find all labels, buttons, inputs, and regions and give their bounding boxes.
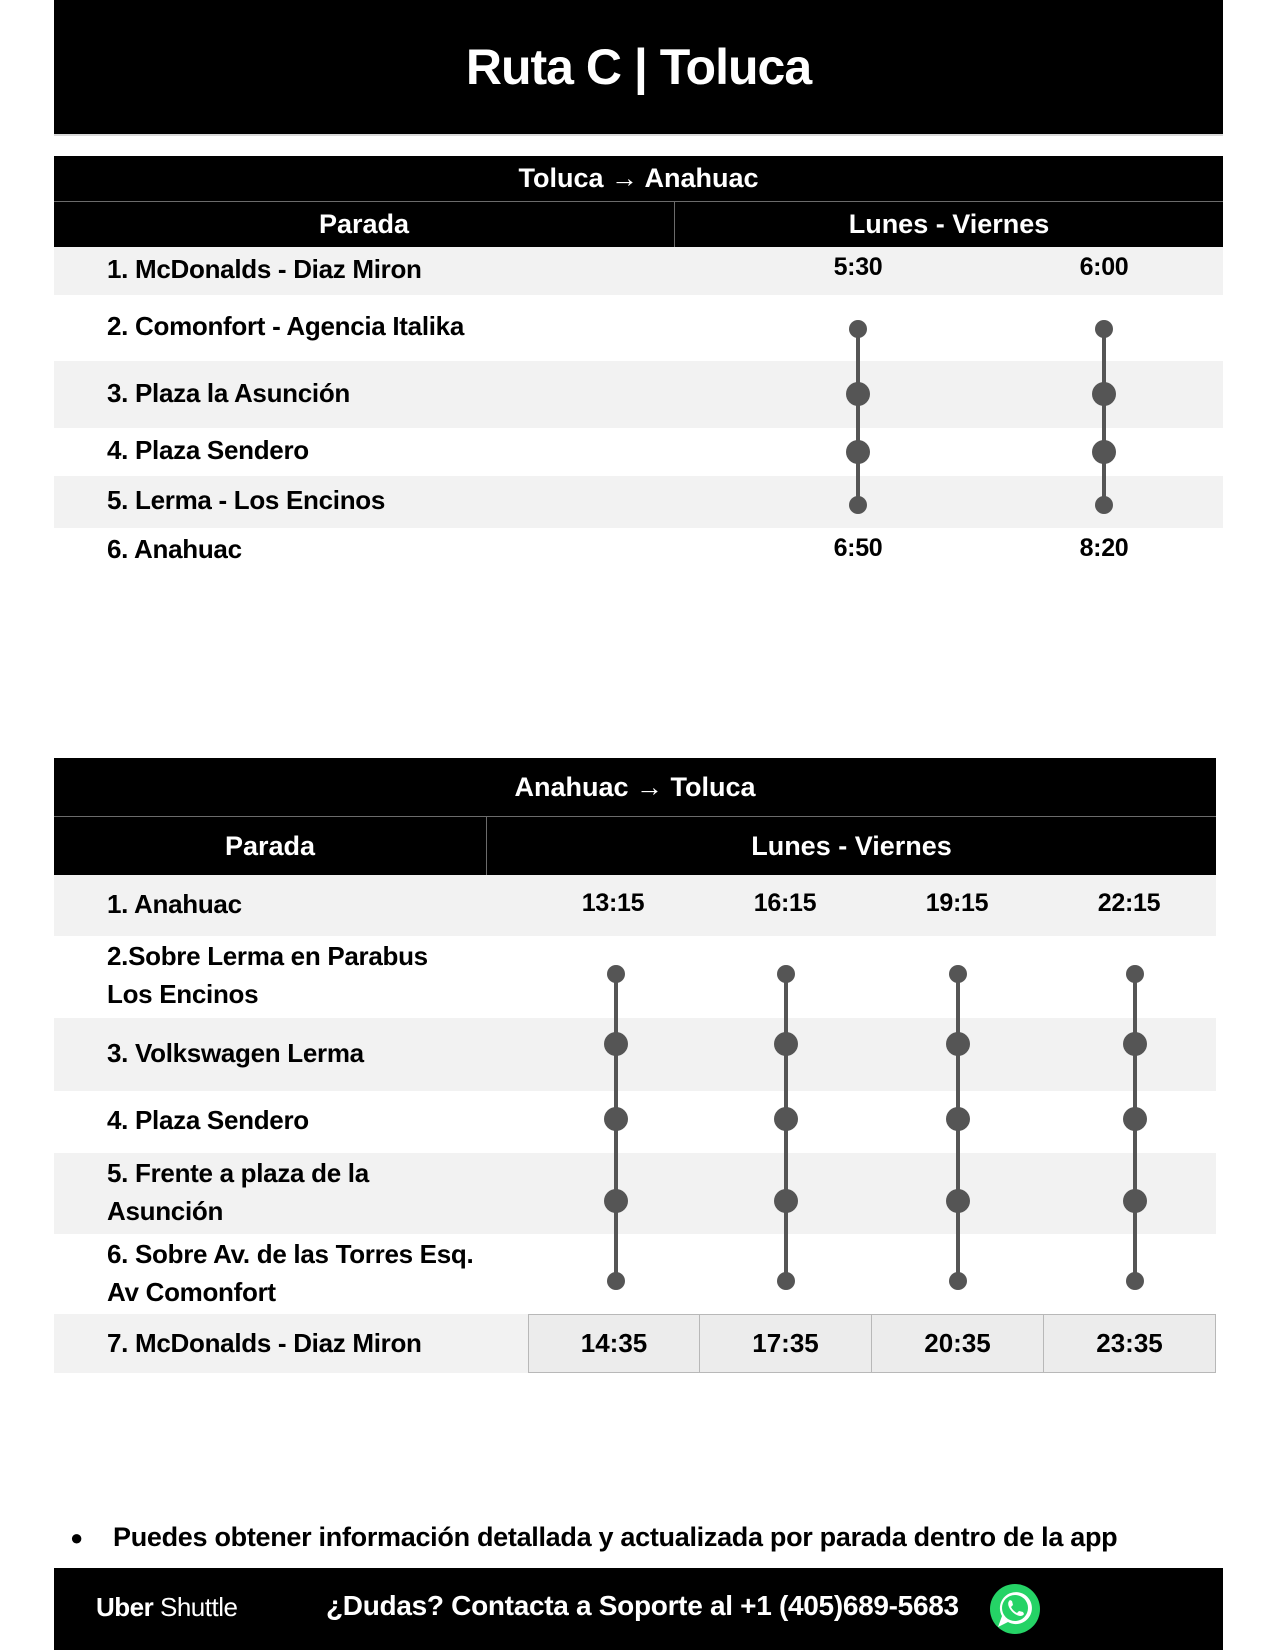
inbound-col-stop-label: Parada	[224, 830, 316, 861]
bullet-icon: ●	[70, 1524, 83, 1550]
stop-dot	[1126, 1272, 1144, 1290]
stop-dot	[777, 965, 795, 983]
stop-dot	[607, 1272, 625, 1290]
arrive-time: 23:35	[1043, 1314, 1216, 1373]
stop-name: 5. Lerma - Los Encinos	[107, 485, 386, 515]
stop-dot	[1123, 1189, 1147, 1213]
inbound-direction: Anahuac → Toluca	[514, 771, 756, 802]
timeline-line	[1102, 329, 1106, 505]
arrive-time: 20:35	[871, 1314, 1044, 1373]
arrive-time: 6:50	[833, 534, 883, 562]
stop-dot	[774, 1032, 798, 1056]
stop-dot	[604, 1189, 628, 1213]
stop-name: 2.Sobre Lerma en Parabus	[107, 941, 428, 971]
stop-dot	[1123, 1032, 1147, 1056]
stop-dot	[946, 1107, 970, 1131]
depart-time: 6:00	[1079, 253, 1129, 281]
page-title: Ruta C | Toluca	[465, 39, 812, 95]
stop-dot	[1092, 382, 1116, 406]
stop-name: 2. Comonfort - Agencia Italika	[107, 311, 464, 341]
stop-dot	[1095, 320, 1113, 338]
stop-dot	[946, 1032, 970, 1056]
inbound-direction-header	[54, 758, 1216, 816]
brand-logo-uber: Uber	[96, 1592, 154, 1622]
footer-bar	[54, 1568, 1223, 1650]
stop-name: 6. Anahuac	[107, 534, 242, 564]
stop-dot	[1123, 1107, 1147, 1131]
arrive-time: 17:35	[699, 1314, 872, 1373]
brand-logo	[96, 1592, 237, 1623]
stop-name: 6. Sobre Av. de las Torres Esq.	[107, 1239, 474, 1269]
inbound-col-days	[486, 816, 1216, 875]
outbound-direction-header	[54, 156, 1223, 201]
stop-dot	[949, 1272, 967, 1290]
stop-name: 3. Volkswagen Lerma	[107, 1038, 364, 1068]
outbound-col-stop	[54, 201, 674, 247]
inbound-col-days-label: Lunes - Viernes	[751, 830, 952, 861]
stop-name: Av Comonfort	[107, 1277, 276, 1307]
stop-name: 5. Frente a plaza de la	[107, 1158, 369, 1188]
stop-dot	[607, 965, 625, 983]
stop-dot	[604, 1032, 628, 1056]
stop-dot	[946, 1189, 970, 1213]
depart-time: 22:15	[1097, 889, 1161, 917]
stop-dot	[774, 1189, 798, 1213]
info-note-text: Puedes obtener información detallada y actualizada por parada dentro de la app	[113, 1522, 1118, 1552]
depart-time: 13:15	[581, 889, 645, 917]
outbound-col-stop-label: Parada	[318, 209, 410, 239]
stop-dot	[949, 965, 967, 983]
stop-dot	[846, 440, 870, 464]
stop-name: 4. Plaza Sendero	[107, 1105, 309, 1135]
support-contact: ¿Dudas? Contacta a Soporte al +1 (405)689-5683	[326, 1590, 959, 1621]
stop-dot	[1095, 496, 1113, 514]
depart-time: 16:15	[753, 889, 817, 917]
stop-dot	[1126, 965, 1144, 983]
stop-name: 1. McDonalds - Diaz Miron	[107, 254, 422, 284]
arrive-time: 14:35	[528, 1314, 700, 1373]
stop-dot	[846, 382, 870, 406]
stop-dot	[1092, 440, 1116, 464]
stop-name: Los Encinos	[107, 979, 259, 1009]
arrive-time: 8:20	[1079, 534, 1129, 562]
brand-logo-shuttle: Shuttle	[159, 1592, 238, 1622]
timeline-line	[856, 329, 860, 505]
title-bar	[54, 0, 1223, 136]
depart-time: 5:30	[833, 253, 883, 281]
info-note	[70, 1522, 1117, 1553]
stop-name: 1. Anahuac	[107, 889, 242, 919]
stop-dot	[849, 320, 867, 338]
inbound-col-stop	[54, 816, 486, 875]
stop-dot	[774, 1107, 798, 1131]
stop-dot	[604, 1107, 628, 1131]
stop-dot	[849, 496, 867, 514]
stop-name: 7. McDonalds - Diaz Miron	[107, 1328, 422, 1358]
outbound-col-days-label: Lunes - Viernes	[848, 209, 1050, 239]
depart-time: 19:15	[925, 889, 989, 917]
stop-name: 4. Plaza Sendero	[107, 435, 309, 465]
outbound-direction: Toluca → Anahuac	[518, 163, 759, 193]
whatsapp-icon[interactable]	[988, 1582, 1042, 1636]
stop-dot	[777, 1272, 795, 1290]
stop-name: Asunción	[107, 1196, 224, 1226]
stop-name: 3. Plaza la Asunción	[107, 378, 351, 408]
outbound-col-days	[674, 201, 1223, 247]
